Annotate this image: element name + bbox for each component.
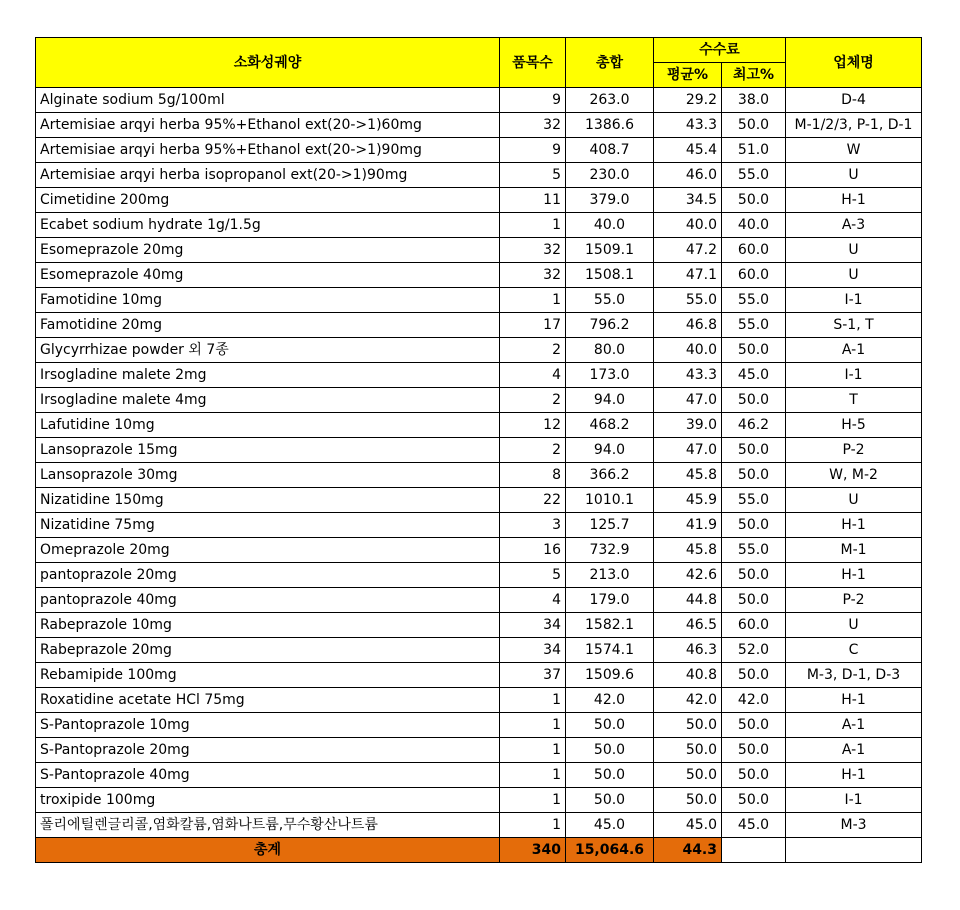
table-row <box>36 538 922 563</box>
cell-max: 50.0 <box>722 388 786 413</box>
header-max: 최고% <box>722 63 786 88</box>
cell-total: 50.0 <box>566 713 654 738</box>
cell-total: 94.0 <box>566 438 654 463</box>
cell-max: 50.0 <box>722 663 786 688</box>
cell-avg: 55.0 <box>654 288 722 313</box>
cell-ingredient: pantoprazole 40mg <box>36 588 500 613</box>
cell-ingredient: Rebamipide 100mg <box>36 663 500 688</box>
cell-ingredient: Esomeprazole 40mg <box>36 263 500 288</box>
cell-count: 1 <box>500 738 566 763</box>
cell-total: 468.2 <box>566 413 654 438</box>
cell-count: 2 <box>500 338 566 363</box>
cell-max: 50.0 <box>722 713 786 738</box>
cell-total: 796.2 <box>566 313 654 338</box>
cell-max: 55.0 <box>722 488 786 513</box>
cell-max: 60.0 <box>722 238 786 263</box>
cell-max: 45.0 <box>722 363 786 388</box>
cell-avg: 46.5 <box>654 613 722 638</box>
cell-max: 45.0 <box>722 813 786 838</box>
cell-total: 1509.1 <box>566 238 654 263</box>
cell-max: 51.0 <box>722 138 786 163</box>
cell-total: 42.0 <box>566 688 654 713</box>
cell-company: M-3 <box>786 813 922 838</box>
cell-avg: 46.3 <box>654 638 722 663</box>
table-row <box>36 338 922 363</box>
table-row <box>36 763 922 788</box>
cell-count: 32 <box>500 238 566 263</box>
cell-count: 1 <box>500 713 566 738</box>
total-count: 340 <box>500 838 566 863</box>
cell-total: 80.0 <box>566 338 654 363</box>
cell-total: 1582.1 <box>566 613 654 638</box>
total-sum: 15,064.6 <box>566 838 654 863</box>
cell-total: 263.0 <box>566 88 654 113</box>
cell-company: H-1 <box>786 563 922 588</box>
cell-company: H-1 <box>786 688 922 713</box>
cell-total: 94.0 <box>566 388 654 413</box>
cell-max: 50.0 <box>722 188 786 213</box>
cell-total: 1386.6 <box>566 113 654 138</box>
cell-count: 17 <box>500 313 566 338</box>
cell-ingredient: Irsogladine malete 4mg <box>36 388 500 413</box>
cell-company: D-4 <box>786 88 922 113</box>
cell-total: 55.0 <box>566 288 654 313</box>
cell-company: C <box>786 638 922 663</box>
total-company-empty <box>786 838 922 863</box>
cell-count: 1 <box>500 788 566 813</box>
cell-company: T <box>786 388 922 413</box>
cell-ingredient: troxipide 100mg <box>36 788 500 813</box>
cell-avg: 42.0 <box>654 688 722 713</box>
cell-company: P-2 <box>786 438 922 463</box>
cell-count: 3 <box>500 513 566 538</box>
cell-ingredient: Roxatidine acetate HCl 75mg <box>36 688 500 713</box>
cell-total: 45.0 <box>566 813 654 838</box>
cell-count: 12 <box>500 413 566 438</box>
cell-count: 8 <box>500 463 566 488</box>
cell-company: U <box>786 263 922 288</box>
cell-max: 50.0 <box>722 338 786 363</box>
header-total: 총합 <box>566 38 654 88</box>
table-row <box>36 88 922 113</box>
cell-ingredient: Cimetidine 200mg <box>36 188 500 213</box>
cell-max: 55.0 <box>722 538 786 563</box>
cell-count: 4 <box>500 363 566 388</box>
total-row <box>36 838 922 863</box>
cell-ingredient: S-Pantoprazole 10mg <box>36 713 500 738</box>
cell-total: 366.2 <box>566 463 654 488</box>
cell-ingredient: S-Pantoprazole 20mg <box>36 738 500 763</box>
cell-company: W <box>786 138 922 163</box>
cell-ingredient: Alginate sodium 5g/100ml <box>36 88 500 113</box>
table-row <box>36 113 922 138</box>
cell-ingredient: S-Pantoprazole 40mg <box>36 763 500 788</box>
cell-count: 5 <box>500 563 566 588</box>
cell-ingredient: Nizatidine 75mg <box>36 513 500 538</box>
cell-avg: 39.0 <box>654 413 722 438</box>
cell-ingredient: Rabeprazole 10mg <box>36 613 500 638</box>
cell-total: 1509.6 <box>566 663 654 688</box>
cell-count: 34 <box>500 638 566 663</box>
cell-avg: 50.0 <box>654 713 722 738</box>
cell-ingredient: Lansoprazole 15mg <box>36 438 500 463</box>
table-row <box>36 488 922 513</box>
cell-avg: 34.5 <box>654 188 722 213</box>
table-row <box>36 313 922 338</box>
cell-total: 1574.1 <box>566 638 654 663</box>
cell-ingredient: Ecabet sodium hydrate 1g/1.5g <box>36 213 500 238</box>
cell-ingredient: Famotidine 10mg <box>36 288 500 313</box>
cell-avg: 43.3 <box>654 363 722 388</box>
cell-count: 11 <box>500 188 566 213</box>
cell-company: I-1 <box>786 288 922 313</box>
cell-count: 5 <box>500 163 566 188</box>
table-row <box>36 738 922 763</box>
table-row <box>36 288 922 313</box>
cell-count: 1 <box>500 763 566 788</box>
table-row <box>36 463 922 488</box>
cell-count: 4 <box>500 588 566 613</box>
cell-ingredient: Artemisiae arqyi herba 95%+Ethanol ext(20->1)90mg <box>36 138 500 163</box>
cell-max: 55.0 <box>722 163 786 188</box>
cell-count: 2 <box>500 388 566 413</box>
cell-company: S-1, T <box>786 313 922 338</box>
cell-total: 379.0 <box>566 188 654 213</box>
cell-total: 408.7 <box>566 138 654 163</box>
cell-count: 1 <box>500 688 566 713</box>
cell-company: U <box>786 613 922 638</box>
cell-avg: 50.0 <box>654 788 722 813</box>
cell-count: 32 <box>500 113 566 138</box>
cell-avg: 47.0 <box>654 388 722 413</box>
table-row <box>36 238 922 263</box>
header-count: 품목수 <box>500 38 566 88</box>
cell-total: 230.0 <box>566 163 654 188</box>
cell-max: 50.0 <box>722 113 786 138</box>
cell-company: P-2 <box>786 588 922 613</box>
cell-ingredient: Omeprazole 20mg <box>36 538 500 563</box>
cell-ingredient: Glycyrrhizae powder 외 7종 <box>36 338 500 363</box>
cell-ingredient: pantoprazole 20mg <box>36 563 500 588</box>
cell-total: 50.0 <box>566 763 654 788</box>
cell-company: H-5 <box>786 413 922 438</box>
cell-max: 60.0 <box>722 263 786 288</box>
cell-avg: 45.4 <box>654 138 722 163</box>
header-company: 업체명 <box>786 38 922 88</box>
cell-avg: 45.0 <box>654 813 722 838</box>
cell-count: 1 <box>500 288 566 313</box>
cell-avg: 44.8 <box>654 588 722 613</box>
cell-avg: 43.3 <box>654 113 722 138</box>
cell-ingredient: Lansoprazole 30mg <box>36 463 500 488</box>
total-max-empty <box>722 838 786 863</box>
cell-ingredient: Esomeprazole 20mg <box>36 238 500 263</box>
cell-company: W, M-2 <box>786 463 922 488</box>
cell-company: A-1 <box>786 713 922 738</box>
table-row <box>36 563 922 588</box>
cell-max: 55.0 <box>722 288 786 313</box>
cell-max: 42.0 <box>722 688 786 713</box>
cell-count: 32 <box>500 263 566 288</box>
cell-avg: 46.8 <box>654 313 722 338</box>
cell-avg: 40.0 <box>654 213 722 238</box>
cell-count: 1 <box>500 813 566 838</box>
cell-ingredient: Nizatidine 150mg <box>36 488 500 513</box>
cell-company: H-1 <box>786 763 922 788</box>
table-row <box>36 388 922 413</box>
cell-max: 46.2 <box>722 413 786 438</box>
cell-total: 213.0 <box>566 563 654 588</box>
cell-max: 50.0 <box>722 463 786 488</box>
cell-company: A-3 <box>786 213 922 238</box>
cell-total: 173.0 <box>566 363 654 388</box>
cell-ingredient: 폴리에틸렌글리콜,염화칼륨,염화나트륨,무수황산나트륨 <box>36 813 500 838</box>
cell-total: 1010.1 <box>566 488 654 513</box>
cell-ingredient: Rabeprazole 20mg <box>36 638 500 663</box>
table-row <box>36 813 922 838</box>
cell-total: 179.0 <box>566 588 654 613</box>
cell-avg: 50.0 <box>654 738 722 763</box>
cell-max: 60.0 <box>722 613 786 638</box>
table-row <box>36 163 922 188</box>
cell-ingredient: Artemisiae arqyi herba 95%+Ethanol ext(20->1)60mg <box>36 113 500 138</box>
cell-company: U <box>786 163 922 188</box>
table-row <box>36 413 922 438</box>
cell-avg: 47.1 <box>654 263 722 288</box>
cell-max: 50.0 <box>722 588 786 613</box>
cell-company: M-1/2/3, P-1, D-1 <box>786 113 922 138</box>
cell-company: A-1 <box>786 338 922 363</box>
cell-total: 1508.1 <box>566 263 654 288</box>
cell-count: 22 <box>500 488 566 513</box>
total-label: 총계 <box>36 838 500 863</box>
cell-count: 1 <box>500 213 566 238</box>
cell-avg: 50.0 <box>654 763 722 788</box>
table-row <box>36 188 922 213</box>
cell-total: 50.0 <box>566 788 654 813</box>
table-row <box>36 788 922 813</box>
table-row <box>36 263 922 288</box>
table-row <box>36 688 922 713</box>
cell-company: I-1 <box>786 788 922 813</box>
cell-count: 9 <box>500 138 566 163</box>
cell-ingredient: Irsogladine malete 2mg <box>36 363 500 388</box>
cell-company: M-1 <box>786 538 922 563</box>
cell-max: 50.0 <box>722 788 786 813</box>
cell-avg: 29.2 <box>654 88 722 113</box>
cell-count: 16 <box>500 538 566 563</box>
cell-avg: 45.8 <box>654 463 722 488</box>
total-avg: 44.3 <box>654 838 722 863</box>
table-row <box>36 438 922 463</box>
cell-avg: 47.0 <box>654 438 722 463</box>
cell-ingredient: Artemisiae arqyi herba isopropanol ext(20->1)90mg <box>36 163 500 188</box>
cell-company: M-3, D-1, D-3 <box>786 663 922 688</box>
ulcer-fee-table <box>35 37 922 863</box>
header-fee: 수수료 <box>654 38 786 63</box>
cell-ingredient: Lafutidine 10mg <box>36 413 500 438</box>
table-row <box>36 363 922 388</box>
cell-company: A-1 <box>786 738 922 763</box>
table-row <box>36 638 922 663</box>
cell-avg: 46.0 <box>654 163 722 188</box>
cell-max: 38.0 <box>722 88 786 113</box>
table-row <box>36 663 922 688</box>
table-row <box>36 613 922 638</box>
cell-count: 9 <box>500 88 566 113</box>
cell-max: 55.0 <box>722 313 786 338</box>
cell-company: I-1 <box>786 363 922 388</box>
cell-avg: 41.9 <box>654 513 722 538</box>
cell-avg: 45.9 <box>654 488 722 513</box>
cell-avg: 40.8 <box>654 663 722 688</box>
table-row <box>36 513 922 538</box>
table-row <box>36 588 922 613</box>
cell-max: 40.0 <box>722 213 786 238</box>
cell-max: 50.0 <box>722 763 786 788</box>
cell-avg: 42.6 <box>654 563 722 588</box>
cell-company: U <box>786 238 922 263</box>
cell-total: 125.7 <box>566 513 654 538</box>
cell-max: 50.0 <box>722 563 786 588</box>
table-row <box>36 138 922 163</box>
cell-total: 50.0 <box>566 738 654 763</box>
table-row <box>36 713 922 738</box>
cell-max: 52.0 <box>722 638 786 663</box>
cell-count: 34 <box>500 613 566 638</box>
cell-ingredient: Famotidine 20mg <box>36 313 500 338</box>
cell-company: H-1 <box>786 513 922 538</box>
cell-avg: 45.8 <box>654 538 722 563</box>
cell-avg: 40.0 <box>654 338 722 363</box>
header-avg: 평균% <box>654 63 722 88</box>
cell-max: 50.0 <box>722 513 786 538</box>
table-row <box>36 213 922 238</box>
cell-total: 40.0 <box>566 213 654 238</box>
header-ingredient: 소화성궤양 <box>36 38 500 88</box>
cell-max: 50.0 <box>722 438 786 463</box>
cell-total: 732.9 <box>566 538 654 563</box>
cell-count: 2 <box>500 438 566 463</box>
cell-company: U <box>786 488 922 513</box>
cell-max: 50.0 <box>722 738 786 763</box>
cell-count: 37 <box>500 663 566 688</box>
cell-company: H-1 <box>786 188 922 213</box>
cell-avg: 47.2 <box>654 238 722 263</box>
